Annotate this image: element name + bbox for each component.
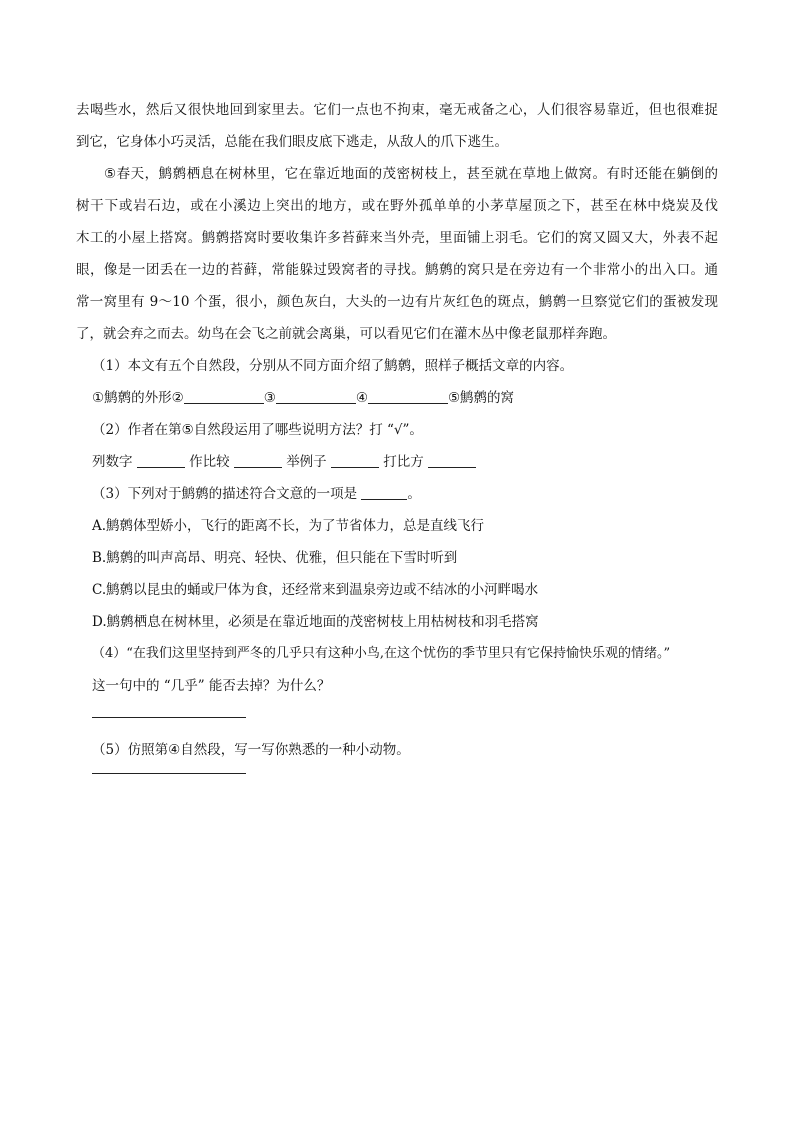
passage-line <box>104 164 718 184</box>
question-text: 自然段，写一写你熟悉的一种小动物。 <box>180 742 410 758</box>
question-2-options <box>92 452 476 472</box>
item-marker: ④ <box>355 390 368 406</box>
answer-blank[interactable] <box>276 388 356 404</box>
question-text: （5）仿照第 <box>92 742 169 758</box>
answer-blank[interactable] <box>184 388 264 404</box>
question-1-answers <box>92 388 514 408</box>
question-text: 。 <box>407 486 421 502</box>
answer-blank[interactable] <box>428 452 476 468</box>
question-4-answer-line <box>92 702 246 722</box>
question-4-stem-cont: 这一句中的 “几乎” 能否去掉？为什么？ <box>92 678 331 694</box>
question-3-option-a: A.鹪鹩体型娇小，飞行的距离不长，为了节省体力，总是直线飞行 <box>92 518 485 534</box>
answer-blank[interactable] <box>137 452 185 468</box>
passage-line: 了，就会弃之而去。幼鸟在会飞之前就会离巢，可以看见它们在灌木丛中像老鼠那样奔跑。 <box>76 326 616 342</box>
option-label: 列数字 <box>92 454 133 470</box>
option-label: 打比方 <box>383 454 424 470</box>
option-label: 作比较 <box>189 454 230 470</box>
question-text: （3）下列对于鹪鹩的描述符合文意的一项是 <box>92 486 358 502</box>
item-marker: ② <box>171 390 184 406</box>
question-1-stem: （1）本文有五个自然段，分别从不同方面介绍了鹪鹩，照样子概括文章的内容。 <box>92 358 574 374</box>
item-marker: ⑤ <box>181 422 194 438</box>
question-3-option-d: D.鹪鹩栖息在树林里，必须是在靠近地面的茂密树枝上用枯树枝和羽毛搭窝 <box>92 614 539 630</box>
answer-blank[interactable] <box>92 702 246 718</box>
paragraph-marker: ⑤ <box>104 166 117 182</box>
item-marker: ③ <box>263 390 276 406</box>
answer-blank[interactable] <box>331 452 379 468</box>
passage-line: 木工的小屋上搭窝。鹪鹩搭窝时要收集许多苔藓来当外壳，里面铺上羽毛。它们的窝又圆又大，外表不起 <box>76 230 718 246</box>
passage-line: 眼，像是一团丢在一边的苔藓，常能躲过毁窝者的寻找。鹪鹩的窝只是在旁边有一个非常小的出入口。通 <box>76 262 718 278</box>
answer-blank[interactable] <box>368 388 448 404</box>
item-marker: ⑤ <box>447 390 461 406</box>
question-3-option-b: B.鹪鹩的叫声高昂、明亮、轻快、优雅，但只能在下雪时听到 <box>92 550 458 566</box>
item-text: 鹪鹩的窝 <box>460 390 515 406</box>
passage-line: 常一窝里有 9～10 个蛋，很小，颜色灰白，大头的一边有片灰红色的斑点，鹪鹩一旦察觉它们的蛋被发现 <box>76 294 718 310</box>
passage-line: 去喝些水，然后又很快地回到家里去。它们一点也不拘束，毫无戒备之心，人们很容易靠近，但也很难捉 <box>76 102 718 118</box>
item-text: 鹪鹩的外形 <box>104 390 172 406</box>
answer-blank[interactable] <box>234 452 282 468</box>
answer-blank[interactable] <box>92 758 246 774</box>
question-5-stem <box>92 740 410 760</box>
item-marker: ① <box>92 390 105 406</box>
question-3-option-c: C.鹪鹩以昆虫的蛹或尸体为食，还经常来到温泉旁边或不结冰的小河畔喝水 <box>92 582 539 598</box>
passage-line: 到它，它身体小巧灵活，总能在我们眼皮底下逃走，从敌人的爪下逃生。 <box>76 134 508 150</box>
question-3-stem <box>92 484 421 504</box>
item-marker: ④ <box>168 742 181 758</box>
passage-text: 春天，鹪鹩栖息在树林里，它在靠近地面的茂密树枝上，甚至就在草地上做窝。有时还能在躺倒的 <box>116 166 719 182</box>
option-label: 举例子 <box>286 454 327 470</box>
question-text: 自然段运用了哪些说明方法？打 “√”。 <box>193 422 423 438</box>
answer-blank[interactable] <box>361 484 407 500</box>
question-5-answer-line <box>92 758 246 778</box>
question-4-stem: （4）“在我们这里坚持到严冬的几乎只有这种小鸟,在这个忧伤的季节里只有它保持愉快乐观的情绪。” <box>92 646 671 661</box>
question-text: （2）作者在第 <box>92 422 182 438</box>
passage-line: 树干下或岩石边，或在小溪边上突出的地方，或在野外孤单单的小茅草屋顶之下，甚至在林中烧炭及伐 <box>76 198 718 214</box>
question-2-stem <box>92 420 423 440</box>
